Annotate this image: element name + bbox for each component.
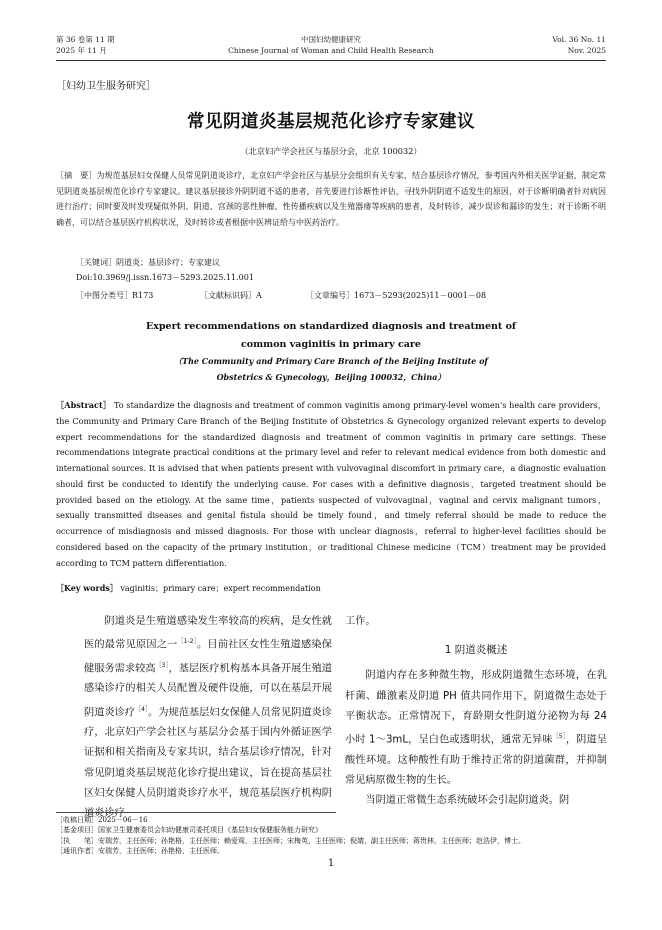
footnote-received-date: ［收稿日期］2025－06－16 (56, 816, 148, 824)
chinese-abstract (56, 168, 606, 230)
footnote-funding: ［基金项目］国家卫生健康委员会妇幼健康司委托项目《基层妇女保健服务能力研究》 (56, 826, 322, 835)
body-column-right (345, 612, 607, 811)
doc-value: A (256, 291, 262, 300)
running-header-right (552, 34, 606, 56)
doc-label: ［文献标识码］ (200, 291, 256, 300)
doi: Doi:10.3969/j.issn.1673－5293.2025.11.001 (76, 273, 254, 282)
citation[interactable]: ［4］ (135, 705, 149, 713)
journal-name-cn: 中国妇幼健康研究 (301, 35, 361, 44)
body-paragraph: 当阴道正常微生态系统破坏会引起阴道炎。阴 (365, 795, 570, 807)
english-affiliation (0, 353, 662, 385)
art-value: 1673－5293(2025)11－0001－08 (354, 291, 487, 300)
clc-label: ［中图分类号］ (76, 291, 132, 300)
english-title (0, 318, 662, 354)
article-title: 常见阴道炎基层规范化诊疗专家建议 (187, 112, 475, 132)
english-title-line-1: Expert recommendations on standardized diagnosis and treatment of (145, 321, 517, 332)
footnote-rule (56, 812, 336, 813)
abstract-label: ［摘 要］ (56, 171, 97, 180)
clc-value: R173 (132, 291, 154, 300)
header-rule (56, 60, 606, 61)
citation[interactable]: ［5］ (552, 733, 566, 741)
article-number (306, 290, 486, 301)
body-continuation: 工作。 (345, 616, 376, 627)
section-heading: 1 阴道炎概述 (444, 644, 508, 657)
abstract-text: 为规范基层妇女保健人员常见阴道炎诊疗，北京妇产学会社区与基层分会组织有关专家，结合基层诊疗情况，参考国内外相关医学证据，制定常见阴道炎基层规范化诊疗专家建议。建议基层接诊外阴阴道不适的患者，首先要进行诊断性评估，寻找外阴阴道不适发生的原因，对于诊断明确者针对病因进行治疗；同时要及时发现疑似外阴、阴道、宫颈的恶性肿瘤、性传播疾病以及生殖器瘘等疾病的患者，及时转诊，减少误诊和漏诊的发生；对于诊断不明确者，可以结合基层医疗机构状况，及时转诊或者根据中医辨证给与中医药治疗。 (56, 171, 606, 227)
publication-date-en: Nov. 2025 (567, 46, 606, 55)
body-paragraph (84, 612, 332, 824)
footnote-authors: ［执 笔］安瑞芳，主任医师；孙艳格，主任医师；赖爱鸾，主任医师；宋梅英，主任医师；倪婧，副主任医师；蒋贵林，主任医师；赵浩伊，博士。 (56, 836, 525, 845)
affiliation: （北京妇产学会社区与基层分会，北京 100032） (240, 146, 422, 156)
body-text: ，基层医疗机构基本具备开展生殖道感染诊疗的相关人员配置及硬件设施，可以在基层开展阴道炎诊疗 (84, 663, 332, 718)
section-tag: ［妇幼卫生服务研究］ (56, 81, 156, 92)
english-title-line-2: common vaginitis in primary care (241, 339, 421, 350)
citation[interactable]: ［3］ (155, 661, 169, 669)
art-label: ［文章编号］ (306, 291, 354, 300)
body-text: 。为规范基层妇女保健人员常见阴道炎诊疗，北京妇产学会社区与基层分会基于国内外循证医学证据和相关指南及专家共识，结合基层诊疗情况，针对常见阴道炎基层规范化诊疗提出建议，旨在提高基层社区妇女保健人员阴道炎诊疗水平，规范基层医疗机构阴道炎诊疗 (84, 706, 332, 819)
volume-issue: 第 36 卷第 11 期 (56, 35, 115, 44)
english-abstract-text: To standardize the diagnosis and treatment of common vaginitis among primary-level women's health care providers，the Community and Primary Care Branch of the Beijing Institute of Obstetrics & Gynecology organized relevant experts to develop expert recommendations for the standardized diagnosis and treatment of common vaginitis in primary care settings. These recommendations integrate practical conditions at the primary level and refer to relevant medical evidence from both domestic and international sources. It is advised that when patients present with vulvovaginal discomfort in primary care，a diagnostic evaluation should first be conducted to identify the underlying cause. For cases with a definitive diagnosis，targeted treatment should be provided based on the etiology. At the same time，patients suspected of vulvovaginal，vaginal and cervix malignant tumors，sexually transmitted diseases and genital fistula should be timely found，and timely referral should be made to reduce the occurrence of misdiagnosis and missed diagnosis. For those with unclear diagnosis，referral to higher-level facilities should be considered based on the capacity of the primary institution，or traditional Chinese medicine（TCM）treatment may be provided according to TCM pattern differentiation. (56, 400, 606, 568)
keywords-text: 阴道炎；基层诊疗；专家建议 (116, 258, 220, 267)
body-text: 阴道内存在多种微生物，形成阴道微生态环境，在乳杆菌、雌激素及阴道 PH 值共同作用下，阴道微生态处于平衡状态。正常情况下，育龄期女性阴道分泌物为每 24 小时 1～3mL，呈白色或透明状，通常无异味 (345, 670, 607, 746)
journal-name-en: Chinese Journal of Woman and Child Health Research (228, 46, 434, 55)
english-affiliation-line-2: Obstetrics & Gynecology，Beijing 100032，China） (216, 372, 446, 382)
english-keywords-text: vaginitis；primary care；expert recommendation (117, 584, 321, 593)
english-keywords-label: ［Key words］ (56, 583, 118, 593)
english-affiliation-line-1: （The Community and Primary Care Branch of the Beijing Institute of (174, 356, 488, 366)
english-abstract-label: ［Abstract］ (56, 400, 112, 410)
keywords-label: ［关键词］ (76, 258, 116, 267)
english-keywords (56, 583, 321, 594)
body-text: ，阴道呈酸性环境。这种酸性有助于维持正常的阴道菌群，并抑制常见病原微生物的生长。 (345, 734, 607, 786)
body-paragraph (345, 666, 607, 791)
keywords (76, 255, 220, 270)
body-text: 阴道炎是生殖道感染发生率较高的疾病，是女性就医的最常见原因之一 (84, 616, 332, 651)
document-code (200, 290, 262, 301)
footnotes (56, 815, 606, 856)
citation[interactable]: ［1-2］ (177, 638, 198, 646)
body-text: 。目前社区女性生殖道感染保健服务需求较高 (84, 639, 332, 675)
clc-number (76, 290, 153, 301)
footnote-corresponding: ［通讯作者］安瑞芳，主任医师；孙艳格，主任医师。 (56, 846, 224, 855)
english-abstract (56, 398, 606, 571)
volume-issue-en: Vol. 36 No. 11 (552, 35, 606, 44)
body-column-left (84, 612, 332, 824)
page-number: 1 (327, 858, 335, 869)
publication-date: 2025 年 11 月 (56, 46, 107, 55)
